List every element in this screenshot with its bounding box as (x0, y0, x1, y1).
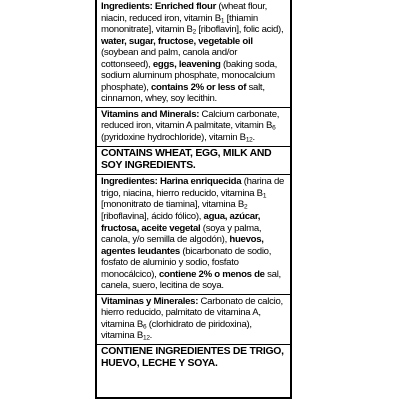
subscript-text: 1 (262, 192, 267, 200)
vitamins-section-es (97, 295, 290, 345)
body-text: [riboflavina], ácido fólico), (101, 211, 204, 223)
vitamins-section-en (97, 108, 290, 147)
body-text: (soya y palma, canola, y/o semilla de algodón), (101, 222, 262, 246)
ingredients-paragraph-en (101, 1, 286, 105)
allergen-statement-en: CONTAINS WHEAT, EGG, MILK AND SOY INGREDIENTS. (101, 147, 272, 171)
ingredients-section-es (97, 175, 290, 294)
bold-text: Ingredientes: Harina enriquecida (101, 176, 242, 188)
ingredient-label-panel (95, 0, 292, 399)
bold-text: water, sugar, fructose, vegetable oil (101, 35, 253, 47)
subscript-text: 2 (243, 203, 248, 211)
body-text: salt, cinnamon, whey, soy lecithin. (101, 81, 265, 105)
body-text: (clorhidrato de piridoxina), vitamina B (101, 318, 252, 342)
body-text: (soybean and palm, canola and/or cottonseed), (101, 47, 238, 70)
bold-text: Vitamins and Minerals: (101, 108, 200, 120)
allergen-section-es (97, 345, 290, 373)
ingredients-paragraph-es (101, 176, 286, 291)
subscript-text: 2 (192, 28, 197, 36)
body-text: . (149, 330, 153, 342)
bold-text: contiene 2% o menos de (158, 268, 265, 280)
subscript-text: 6 (143, 323, 147, 331)
bold-text: Ingredients: Enriched flour (101, 1, 217, 12)
subscript-text: 12 (143, 334, 150, 342)
body-text: Calcium carbonate, reduced iron, vitamin A palmitate, vitamin B (101, 108, 280, 132)
bold-text: Vitaminas y Minerales: (101, 295, 199, 307)
body-text: sal, canela, suero, lecitina de soya. (101, 268, 281, 292)
body-text: . (252, 132, 255, 144)
body-text: (pyridoxine hydrochloride), vitamin B (101, 132, 246, 144)
allergen-statement-es: CONTIENE INGREDIENTES DE TRIGO, HUEVO, LECHE Y SOYA. (101, 346, 284, 370)
bold-text: agua, azúcar, fructosa, aceite vegetal (101, 211, 261, 234)
subscript-text: 1 (220, 17, 225, 25)
body-text: (bicarbonato de sodio, fosfato de aluminio y sodio, fosfato monocálcico), (101, 245, 272, 280)
subscript-text: 12 (245, 136, 253, 144)
bold-text: eggs, leavening (152, 58, 221, 70)
ingredients-section-en (97, 0, 290, 108)
body-text: [mononitrato de tiamina], vitamina B (101, 199, 244, 211)
bold-text: huevos, agentes leudantes (101, 234, 264, 257)
allergen-section-en (97, 147, 290, 176)
vitamins-paragraph-en (101, 109, 286, 144)
body-text: (wheat flour, niacin, reduced iron, vitamin B (101, 1, 268, 24)
body-text: [riboflavin], folic acid), (196, 24, 284, 36)
body-text: [thiamin mononitrate], vitamin B (101, 12, 258, 36)
body-text: (baking soda, sodium aluminum phosphate, monocalcium phosphate), (101, 58, 277, 93)
body-text: Carbonato de calcio, hierro reducido, palmitato de vitamina A, vitamina B (101, 295, 283, 330)
body-text: (harina de trigo, niacina, hierro reducido, vitamina B (101, 176, 285, 199)
bold-text: contains 2% or less of (150, 81, 247, 93)
subscript-text: 6 (272, 124, 276, 132)
vitamins-paragraph-es (101, 296, 286, 342)
